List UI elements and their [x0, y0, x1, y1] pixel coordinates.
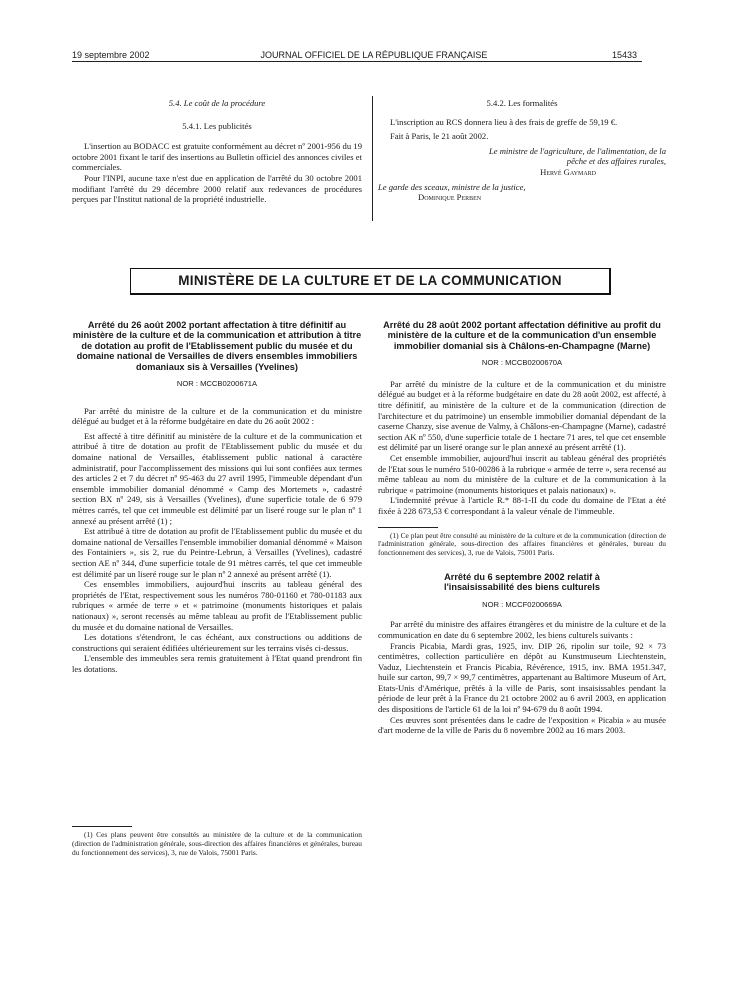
paragraph: Par arrêté du ministre de la culture et de la communication et du ministre délégué au budget et à la réforme budgétaire en date du 28 août 2002, est affecté, à titre définitif, au ministère de la culture et de la communication (direction de l'architecture et du patrimoine) un ensemble immobilier domanial dépendant de la caserne Chanzy, sise avenue de Valmy, à Châlons-en-Champagne (Marne), cadastré section AK nº 550, d'une superficie totale de 1 hectare 71 ares, tel que cet ensemble est délimité par un liseré orange sur le plan annexé au présent arrêté (1).: [378, 378, 666, 453]
paragraph: Cet ensemble immobilier, aujourd'hui inscrit au tableau général des propriétés de l'Etat sous le numéro 510-00286 à la rubrique « armée de terre », sera recensé au même tableau au nom du ministère de la culture et de la communication à la rubrique « patrimoine (monuments historiques et palais nationaux) ».: [378, 452, 666, 495]
journal-title: JOURNAL OFFICIEL DE LA RÉPUBLIQUE FRANÇAISE: [260, 50, 488, 60]
section-heading: 5.4. Le coût de la procédure: [168, 98, 266, 108]
paragraph: Par arrêté du ministre de la culture et de la communication et du ministre délégué au budget et à la réforme budgétaire en date du 26 août 2002 :: [72, 405, 362, 427]
footnote: (1) Ce plan peut être consulté au ministère de la culture et de la communication (direction de l'administration générale, sous-direction des affaires financières et générales, bureau du fonctionnement des services), 3, rue de Valois, 75001 Paris.: [378, 530, 666, 558]
paragraph: L'inscription au RCS donnera lieu à des frais de greffe de 59,19 €.: [390, 116, 618, 127]
top-left-column: [72, 98, 362, 205]
header-date: 19 septembre 2002: [72, 50, 150, 60]
footnote-rule: [378, 527, 438, 528]
paragraph: Est attribué à titre de dotation au profit de l'Etablissement public du musée et du domaine national de Versailles l'ensemble immobilier domanial dénommé « Maison des Fontainiers », sis 2, rue du Peintre-Lebrun, à Versailles (Yvelines), cadastré section AE nº 344, d'une superficie totale de 91 mètres carrés, tel que cet immeuble est délimité par un liseré rouge sur le plan nº 2 annexé au présent arrêté (1).: [72, 526, 362, 579]
nor-reference: NOR : MCCB0200670A: [481, 358, 563, 368]
column-divider: [372, 96, 373, 221]
sub-heading: 5.4.2. Les formalités: [486, 98, 558, 108]
decree-title: Arrêté du 26 août 2002 portant affectation à titre définitif au ministère de la culture et de la communication et attribution à titre de dotation au profit de l'Etablissement public du musée et du domaine national de Versailles de divers ensembles immobiliers domaniaux sis à Versailles (Yvelines): [72, 320, 362, 372]
signature-name: Hervé Gaymard: [540, 166, 596, 177]
paragraph: Pour l'INPI, aucune taxe n'est due en application de l'arrêté du 30 octobre 2001 modifiant l'arrêté du 29 décembre 2000 relatif aux redevances de procédures perçues par l'Institut national de la propriété industrielle.: [72, 172, 362, 205]
paragraph: Est affecté à titre définitif au ministère de la culture et de la communication et attribué à titre de dotation au profit de l'Etablissement public du musée et du domaine national de Versailles, établissement public national à caractère administratif, pour l'accomplissement des missions qui lui sont confiées aux termes des articles 2 et 7 du décret nº 95-463 du 27 avril 1995, l'immeuble dépendant d'un ensemble immobilier domanial dénommé « Camp des Mortemets », cadastré section BX nº 249, sis à Versailles (Yvelines), d'une superficie totale de 6 979 mètres carrés, tel que cet immeuble est délimité par un liseré rouge sur le plan nº 1 annexé au présent arrêté (1) ;: [72, 430, 362, 526]
header-rule: [72, 61, 642, 62]
signature-title: Le garde des sceaux, ministre de la justice,: [378, 181, 526, 192]
nor-reference: NOR : MCCF0200669A: [482, 599, 562, 609]
paragraph: Fait à Paris, le 21 août 2002.: [390, 131, 489, 142]
paragraph: L'insertion au BODACC est gratuite conformément au décret nº 2001-956 du 19 octobre 2001 fixant le tarif des insertions au Bulletin officiel des annonces civiles et commerciales.: [72, 141, 362, 173]
paragraph: Ces œuvres sont présentées dans le cadre de l'exposition « Picabia » au musée d'art moderne de la ville de Paris du 8 novembre 2002 au 16 mars 2003.: [378, 714, 666, 736]
page-number: 15433: [612, 50, 638, 60]
left-footnote-block: [72, 818, 362, 857]
decree-title: Arrêté du 6 septembre 2002 relatif à l'insaisissabilité des biens culturels: [444, 571, 600, 593]
signature-title: Le ministre de l'agriculture, de l'alimentation, de la pêche et des affaires rurales,: [488, 145, 666, 167]
paragraph: L'indemnité prévue à l'article R.* 88-1-II du code du domaine de l'Etat a été fixée à 228 673,53 € correspondant à la valeur vénale de l'immeuble.: [378, 495, 666, 516]
nor-reference: NOR : MCCB0200671A: [176, 379, 258, 389]
paragraph: L'ensemble des immeubles sera remis gratuitement à l'Etat quand prendront fin les dotations.: [72, 653, 362, 674]
paragraph: Par arrêté du ministre des affaires étrangères et du ministre de la culture et de la communication en date du 6 septembre 2002, les biens culturels suivants :: [378, 619, 666, 640]
ministry-banner: MINISTÈRE DE LA CULTURE ET DE LA COMMUNICATION: [130, 268, 611, 295]
footnote-rule: [72, 826, 132, 827]
paragraph: Francis Picabia, Mardi gras, 1925, inv. DIP 26, ripolin sur toile, 92 × 73 centimètres, collection particulière en dépôt au Kunstmuseum Liechtenstein, Vaduz, Liechtenstein et Francis Picabia, Révérence, 1915, inv. BMA 1951.347, huile sur carton, 99,7 × 99,7 centimètres, appartenant au Baltimore Museum of Art, Etats-Unis d'Amérique, prêtés à la ville de Paris, sont insaisissables pendant la période de leur prêt à la France du 21 octobre 2002 au 6 avril 2003, en application des dispositions de l'article 61 de la loi nº 94-679 du 8 août 1994.: [378, 640, 666, 715]
paragraph: Ces ensembles immobiliers, aujourd'hui inscrits au tableau général des propriétés de l'Etat, respectivement sous les numéros 780-01160 et 780-01183 aux rubriques « armée de terre » et « patrimoine (monuments historiques et palais nationaux) », seront recensés au même tableau au profit de l'Etablissement public du musée et du domaine national de Versailles.: [72, 579, 362, 632]
footnote: (1) Ces plans peuvent être consultés au ministère de la culture et de la communication (direction de l'administration générale, sous-direction des affaires financières et générales, bureau du fonctionnement des services), 3, rue de Valois, 75001 Paris.: [72, 830, 362, 857]
top-right-column: [378, 98, 666, 203]
right-column: [378, 320, 666, 736]
signature-name: Dominique Perben: [418, 192, 482, 203]
decree-title: Arrêté du 28 août 2002 portant affectation définitive au profit du ministère de la culture et de la communication d'un ensemble immobilier domanial sis à Châlons-en-Champagne (Marne): [383, 320, 661, 351]
left-column: [72, 320, 362, 674]
sub-heading: 5.4.1. Les publicités: [182, 120, 252, 131]
paragraph: Les dotations s'étendront, le cas échéant, aux constructions ou additions de constructions qui seraient édifiées ultérieurement sur les terrains visés ci-dessus.: [72, 632, 362, 653]
